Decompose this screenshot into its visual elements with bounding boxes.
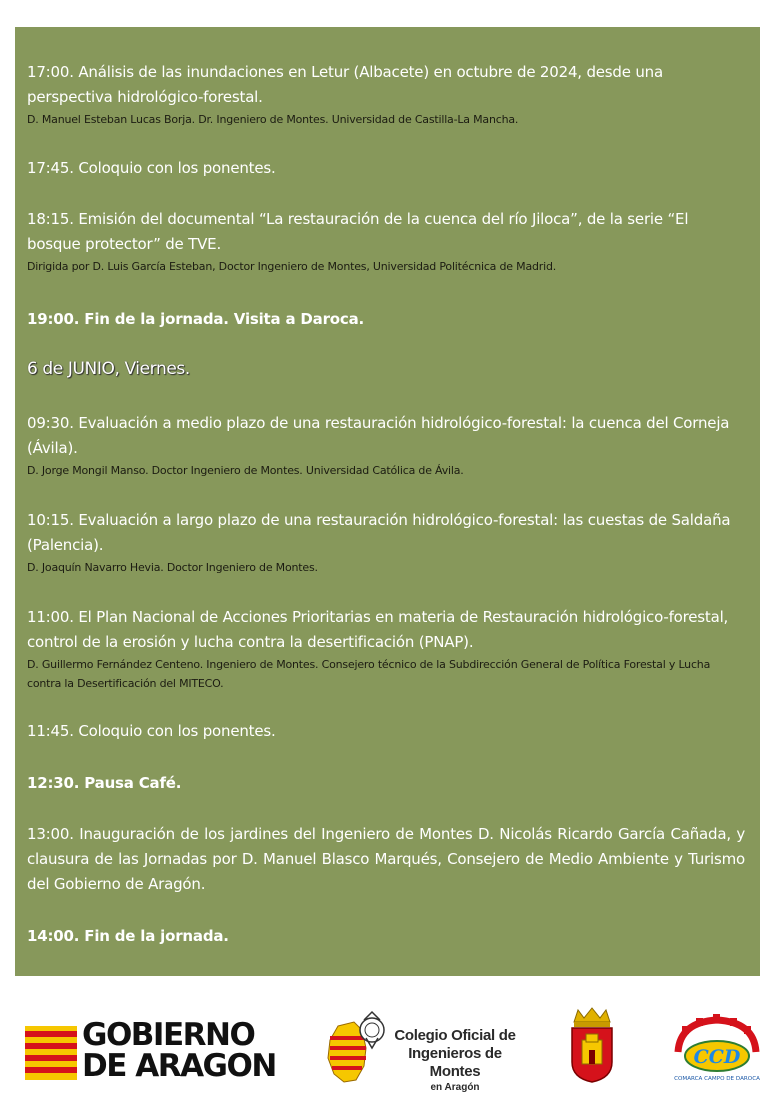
program-item-documental: [27, 207, 745, 276]
item-title: 09:30. Evaluación a medio plazo de una restauración hidrológico-forestal: la cuenca del Corneja (Ávila).: [27, 414, 730, 457]
program-item-corneja: [27, 411, 745, 480]
program-item-fin-jornada-1: [27, 307, 745, 332]
program-item-clausura: [27, 822, 745, 897]
item-speaker: D. Guillermo Fernández Centeno. Ingeniero de Montes. Consejero técnico de la Subdirección General de Política Forestal y Lucha contra la Desertificación del MITECO.: [27, 658, 711, 690]
item-speaker: D. Manuel Esteban Lucas Borja. Dr. Ingeniero de Montes. Universidad de Castilla-La Mancha.: [27, 113, 519, 126]
program-item-letur: [27, 60, 745, 129]
colegio-wordmark: [385, 1027, 525, 1094]
colegio-line1: Colegio Oficial de: [394, 1027, 516, 1044]
item-title: 11:45. Coloquio con los ponentes.: [27, 722, 276, 740]
item-title: 17:00. Análisis de las inundaciones en Letur (Albacete) en octubre de 2024, desde una perspectiva hidrológico-forestal.: [27, 63, 663, 106]
item-title: 12:30. Pausa Café.: [27, 774, 182, 792]
program-item-pausa-cafe: [27, 771, 745, 796]
item-title: 19:00. Fin de la jornada. Visita a Daroca.: [27, 310, 365, 328]
program-item-coloquio-1: [27, 156, 745, 181]
program-item-coloquio-2: [27, 719, 745, 744]
program-item-saldana: [27, 508, 745, 577]
item-title: 18:15. Emisión del documental “La restauración de la cuenca del río Jiloca”, de la serie “El bosque protector” de TVE.: [27, 210, 689, 253]
colegio-line3: en Aragón: [430, 1082, 480, 1093]
item-speaker: Dirigida por D. Luis García Esteban, Doctor Ingeniero de Montes, Universidad Politécnica de Madrid.: [27, 260, 557, 273]
program-item-pnap: [27, 605, 745, 693]
logo-footer: [0, 1000, 778, 1100]
program-panel: [15, 27, 760, 976]
item-title: 11:00. El Plan Nacional de Acciones Prioritarias en materia de Restauración hidrológico-forestal, control de la erosión y lucha contra la desertificación (PNAP).: [27, 608, 729, 651]
item-title: 17:45. Coloquio con los ponentes.: [27, 159, 276, 177]
item-speaker: D. Jorge Mongil Manso. Doctor Ingeniero de Montes. Universidad Católica de Ávila.: [27, 464, 464, 477]
comarca-mark: CCD: [693, 1046, 741, 1068]
comarca-emblem-icon: [672, 1012, 762, 1086]
comarca-name: COMARCA CAMPO DE DAROCA: [674, 1076, 760, 1082]
item-title: 13:00. Inauguración de los jardines del Ingeniero de Montes D. Nicolás Ricardo García Cañada, y clausura de las Jornadas por D. Manuel Blasco Marqués, Consejero de Medio Ambiente y Turismo del Gobierno de Aragón.: [27, 825, 745, 893]
colegio-crest-icon: [320, 1008, 390, 1088]
daroca-coat-of-arms-icon: [568, 1006, 616, 1084]
program-item-fin-jornada-2: [27, 924, 745, 949]
colegio-line2: Ingenieros de Montes: [408, 1045, 502, 1080]
aragon-flag-icon: [25, 1026, 77, 1080]
gobierno-line1: GOBIERNO: [82, 1017, 255, 1053]
item-speaker: D. Joaquín Navarro Hevia. Doctor Ingeniero de Montes.: [27, 561, 318, 574]
gobierno-aragon-wordmark: [82, 1017, 276, 1084]
gobierno-line2: DE ARAGON: [82, 1048, 276, 1084]
item-title: 14:00. Fin de la jornada.: [27, 927, 229, 945]
day-heading: 6 de JUNIO, Viernes.: [27, 359, 190, 379]
item-title: 10:15. Evaluación a largo plazo de una restauración hidrológico-forestal: las cuestas de Saldaña (Palencia).: [27, 511, 731, 554]
